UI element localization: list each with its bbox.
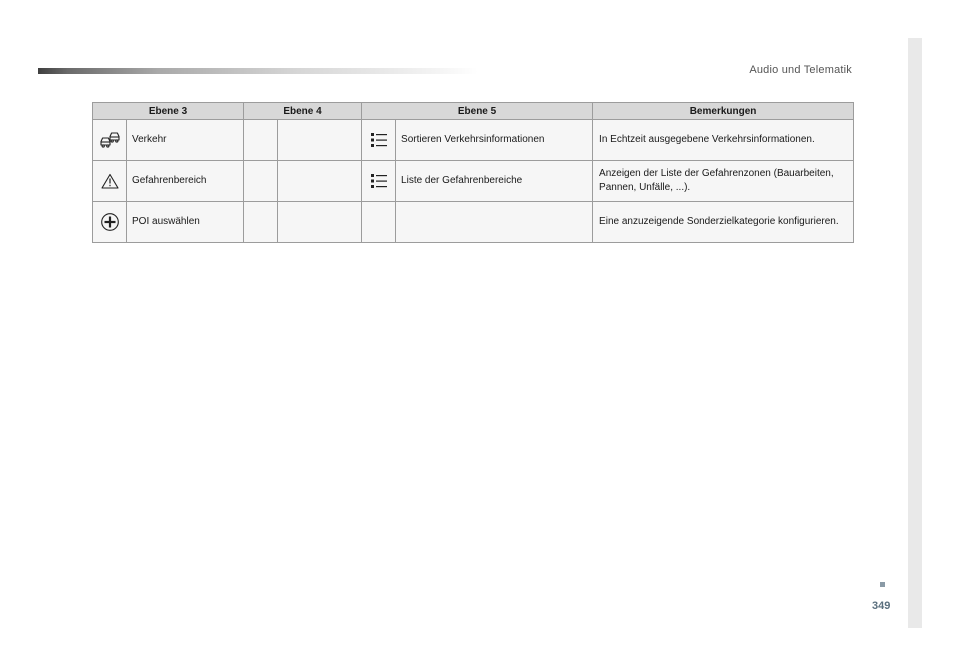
- level4-icon-cell: [244, 202, 278, 243]
- level3-label: Gefahrenbereich: [127, 161, 244, 202]
- level5-label: [396, 202, 593, 243]
- traffic-icon: [99, 131, 121, 149]
- level3-label: Verkehr: [127, 120, 244, 161]
- level5-icon-cell: [362, 202, 396, 243]
- level4-label: [278, 161, 362, 202]
- page-marker: [880, 582, 885, 587]
- level3-icon-cell: [93, 202, 127, 243]
- level5-icon-cell: [362, 161, 396, 202]
- side-margin-strip: [908, 38, 922, 628]
- column-header-level3: Ebene 3: [93, 103, 244, 120]
- table-header-row: [93, 103, 854, 120]
- level5-label: Liste der Gefahrenbereiche: [396, 161, 593, 202]
- remark-cell: In Echtzeit ausgegebene Verkehrsinformationen.: [593, 120, 854, 161]
- level3-label: POI auswählen: [127, 202, 244, 243]
- level4-icon-cell: [244, 161, 278, 202]
- header-gradient-bar: [38, 68, 478, 74]
- level4-label: [278, 202, 362, 243]
- level3-icon-cell: [93, 120, 127, 161]
- level5-icon-cell: [362, 120, 396, 161]
- level4-label: [278, 120, 362, 161]
- table-row: [93, 120, 854, 161]
- remark-cell: Eine anzuzeigende Sonderzielkategorie konfigurieren.: [593, 202, 854, 243]
- remark-cell: Anzeigen der Liste der Gefahrenzonen (Bauarbeiten, Pannen, Unfälle, ...).: [593, 161, 854, 202]
- list-icon: [370, 173, 388, 189]
- page-number: 349: [872, 600, 891, 612]
- table-row: [93, 202, 854, 243]
- table-row: [93, 161, 854, 202]
- level5-label: Sortieren Verkehrsinformationen: [396, 120, 593, 161]
- section-title: Audio und Telematik: [749, 64, 852, 76]
- list-icon: [370, 132, 388, 148]
- level3-icon-cell: [93, 161, 127, 202]
- column-header-level5: Ebene 5: [362, 103, 593, 120]
- menu-table: [92, 102, 854, 243]
- column-header-level4: Ebene 4: [244, 103, 362, 120]
- poi-plus-icon: [100, 212, 120, 232]
- warning-triangle-icon: [101, 173, 119, 189]
- column-header-remarks: Bemerkungen: [593, 103, 854, 120]
- level4-icon-cell: [244, 120, 278, 161]
